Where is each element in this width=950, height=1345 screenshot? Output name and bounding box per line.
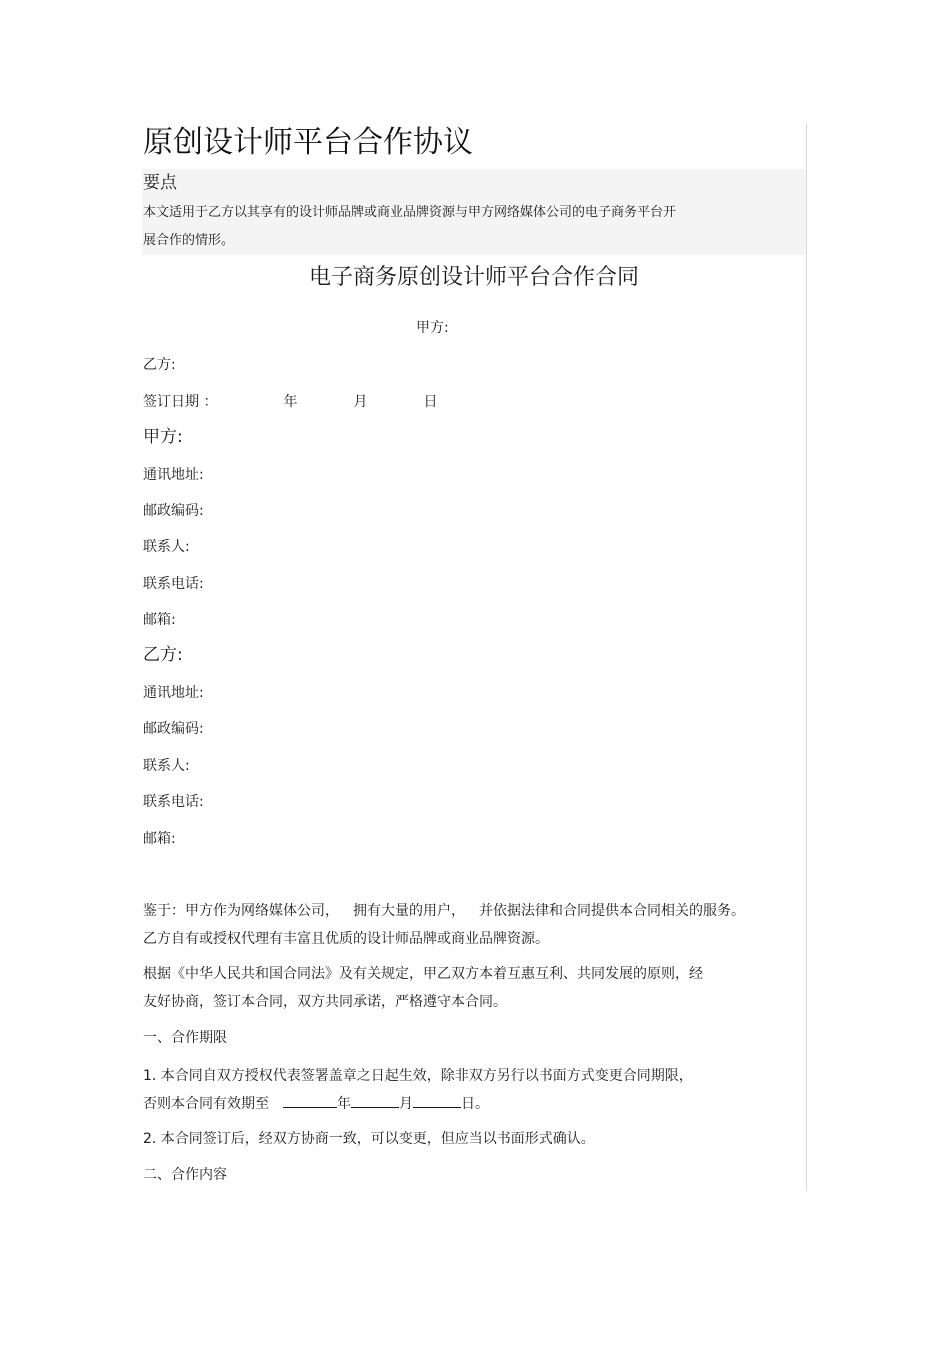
sign-date-month: 月 (353, 394, 368, 410)
party-a-phone: 联系电话: (143, 576, 204, 592)
year-blank (283, 1093, 337, 1108)
basis-line2: 友好协商，签订本合同，双方共同承诺，严格遵守本合同。 (143, 994, 507, 1010)
clause1-month: 月 (399, 1096, 413, 1112)
sign-date-row (143, 392, 437, 412)
whereas-seg2: 拥有大量的用户， (353, 903, 465, 919)
section1-heading: 一、合作期限 (143, 1030, 227, 1046)
party-b-contact: 联系人: (143, 758, 190, 774)
document-title: 原创设计师平台合作协议 (143, 125, 473, 160)
summary-text-line2: 展合作的情形。 (143, 233, 235, 248)
party-a-postcode: 邮政编码: (143, 503, 204, 519)
basis-line1: 根据《中华人民共和国合同法》及有关规定，甲乙双方本着互惠互利、共同发展的原则，经 (143, 966, 703, 982)
month-blank (351, 1093, 399, 1108)
party-a-address: 通讯地址: (143, 467, 204, 483)
clause1-day: 日。 (461, 1096, 489, 1112)
clause1-line1: 1. 本合同自双方授权代表签署盖章之日起生效，除非双方另行以书面方式变更合同期限， (143, 1068, 693, 1084)
day-blank (413, 1093, 461, 1108)
whereas-line2: 乙方自有或授权代理有丰富且优质的设计师品牌或商业品牌资源。 (143, 931, 549, 947)
party-a-contact: 联系人: (143, 539, 190, 555)
sign-date-label: 签订日期 ： (143, 394, 218, 410)
section2-heading: 二、合作内容 (143, 1167, 227, 1183)
sign-date-year: 年 (283, 394, 298, 410)
whereas-line1 (143, 901, 745, 921)
party-a-email: 邮箱: (143, 612, 176, 628)
whereas-seg3: 并依据法律和合同提供本合同相关的服务。 (479, 903, 745, 919)
party-b-header: 乙方: (143, 357, 176, 373)
party-a-heading: 甲方: (143, 427, 183, 447)
party-b-postcode: 邮政编码: (143, 721, 204, 737)
contract-title: 电子商务原创设计师平台合作合同 (308, 265, 639, 290)
party-b-phone: 联系电话: (143, 794, 204, 810)
clause1-prefix: 否则本合同有效期至 (143, 1096, 269, 1112)
clause2: 2. 本合同签订后，经双方协商一致，可以变更，但应当以书面形式确认。 (143, 1131, 595, 1147)
whereas-seg1: 鉴于：甲方作为网络媒体公司， (143, 903, 339, 919)
party-b-email: 邮箱: (143, 831, 176, 847)
party-a-header: 甲方: (416, 320, 449, 336)
party-b-heading: 乙方: (143, 645, 183, 665)
clause1-year: 年 (337, 1096, 351, 1112)
party-b-address: 通讯地址: (143, 685, 204, 701)
sign-date-day: 日 (423, 394, 438, 410)
clause1-line2 (143, 1093, 489, 1114)
summary-heading: 要点 (143, 173, 177, 193)
summary-text-line1: 本文适用于乙方以其享有的设计师品牌或商业品牌资源与甲方网络媒体公司的电子商务平台开 (143, 205, 677, 220)
